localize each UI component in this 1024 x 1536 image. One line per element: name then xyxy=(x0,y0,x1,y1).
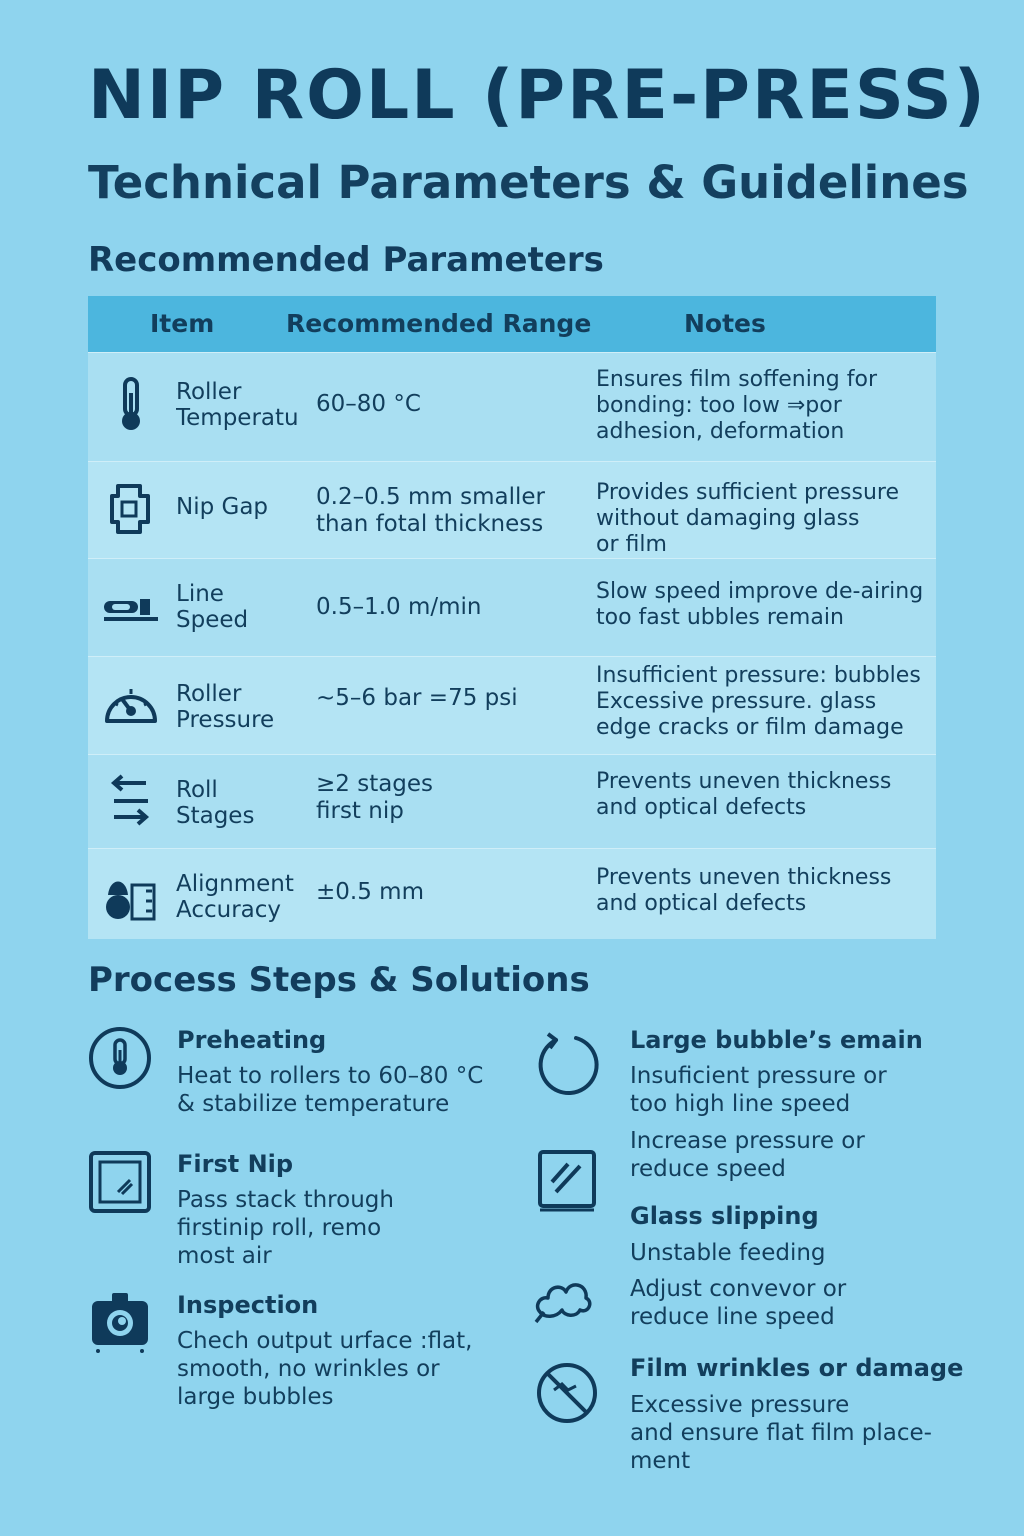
process-step xyxy=(88,1150,508,1280)
row-item: Roller Pressure xyxy=(176,681,275,733)
table-row xyxy=(88,558,936,656)
solution-cause: Unstable feeding xyxy=(630,1240,826,1266)
nip-gap-icon xyxy=(102,480,160,538)
row-item: Nip Gap xyxy=(176,494,269,520)
page-subtitle: Technical Parameters & Guidelines xyxy=(88,156,969,209)
solution-cause: Insuficient pressure or too high line speed xyxy=(630,1063,887,1117)
camera-icon xyxy=(88,1291,152,1355)
column-header-notes: Notes xyxy=(684,309,766,338)
thermometer-circle-icon xyxy=(88,1026,152,1090)
process-section-title: Process Steps & Solutions xyxy=(88,960,590,1000)
solution-fix: Adjust convevor or reduce line speed xyxy=(630,1276,847,1330)
parameters-table xyxy=(88,296,936,939)
row-notes: Insufficient pressure: bubbles Excessive pressure. glass edge cracks or film damage xyxy=(596,663,921,740)
row-range: ≥2 stages first nip xyxy=(316,771,434,824)
step-description: Chech output urface :flat, smooth, no wrinkles or large bubbles xyxy=(177,1328,473,1410)
row-item: Alignment Accuracy xyxy=(176,871,294,923)
prohibited-icon xyxy=(534,1360,600,1426)
step-description: Pass stack through firstinip roll, remo most air xyxy=(177,1187,394,1269)
arrows-icon xyxy=(102,773,160,831)
row-notes: Ensures film soffening for bonding: too low ⇒por adhesion, deformation xyxy=(596,367,878,444)
row-range: 0.2–0.5 mm smaller than fotal thickness xyxy=(316,484,545,537)
alignment-icon xyxy=(102,865,160,923)
parameters-section-title: Recommended Parameters xyxy=(88,240,604,280)
table-row xyxy=(88,352,936,461)
column-header-item: Item xyxy=(150,309,215,338)
table-row xyxy=(88,656,936,754)
row-notes: Prevents uneven thickness and optical defects xyxy=(596,865,892,916)
step-title: Inspection xyxy=(177,1291,319,1319)
solution-title: Glass slipping xyxy=(630,1202,819,1230)
row-range: ~5–6 bar =75 psi xyxy=(316,685,518,711)
process-step xyxy=(88,1026,508,1136)
row-item: Roller Temperatu xyxy=(176,379,299,431)
table-row xyxy=(88,461,936,558)
row-range: 0.5–1.0 m/min xyxy=(316,594,482,620)
glass-frame-icon xyxy=(88,1150,152,1214)
solution-title: Large bubble’s emain xyxy=(630,1026,923,1054)
table-header xyxy=(88,296,936,352)
solution-cause: Excessive pressure and ensure flat film place- ment xyxy=(630,1392,932,1474)
solution-fix: Increase pressure or reduce speed xyxy=(630,1128,865,1182)
conveyor-icon xyxy=(102,579,160,637)
row-item: Roll Stages xyxy=(176,777,255,829)
step-title: First Nip xyxy=(177,1150,294,1178)
page-title: NIP ROLL (PRE-PRESS) xyxy=(88,56,987,135)
row-range: 60–80 °C xyxy=(316,391,421,417)
thermometer-icon xyxy=(102,375,160,433)
row-item: Line Speed xyxy=(176,581,249,633)
column-header-range: Recommended Range xyxy=(286,309,592,338)
row-notes: Provides sufficient pressure without damaging glass or film xyxy=(596,480,899,557)
table-row xyxy=(88,848,936,939)
refresh-icon xyxy=(534,1030,600,1096)
wrinkled-film-icon xyxy=(530,1266,596,1332)
table-row xyxy=(88,754,936,848)
row-notes: Slow speed improve de-airing too fast ubbles remain xyxy=(596,579,924,630)
row-range: ±0.5 mm xyxy=(316,879,424,905)
solution-title: Film wrinkles or damage xyxy=(630,1354,964,1382)
process-step xyxy=(88,1291,508,1421)
step-title: Preheating xyxy=(177,1026,327,1054)
row-notes: Prevents uneven thickness and optical defects xyxy=(596,769,892,820)
step-description: Heat to rollers to 60–80 °C & stabilize temperature xyxy=(177,1063,484,1117)
pressure-gauge-icon xyxy=(102,677,160,735)
glass-pane-icon xyxy=(534,1148,600,1214)
